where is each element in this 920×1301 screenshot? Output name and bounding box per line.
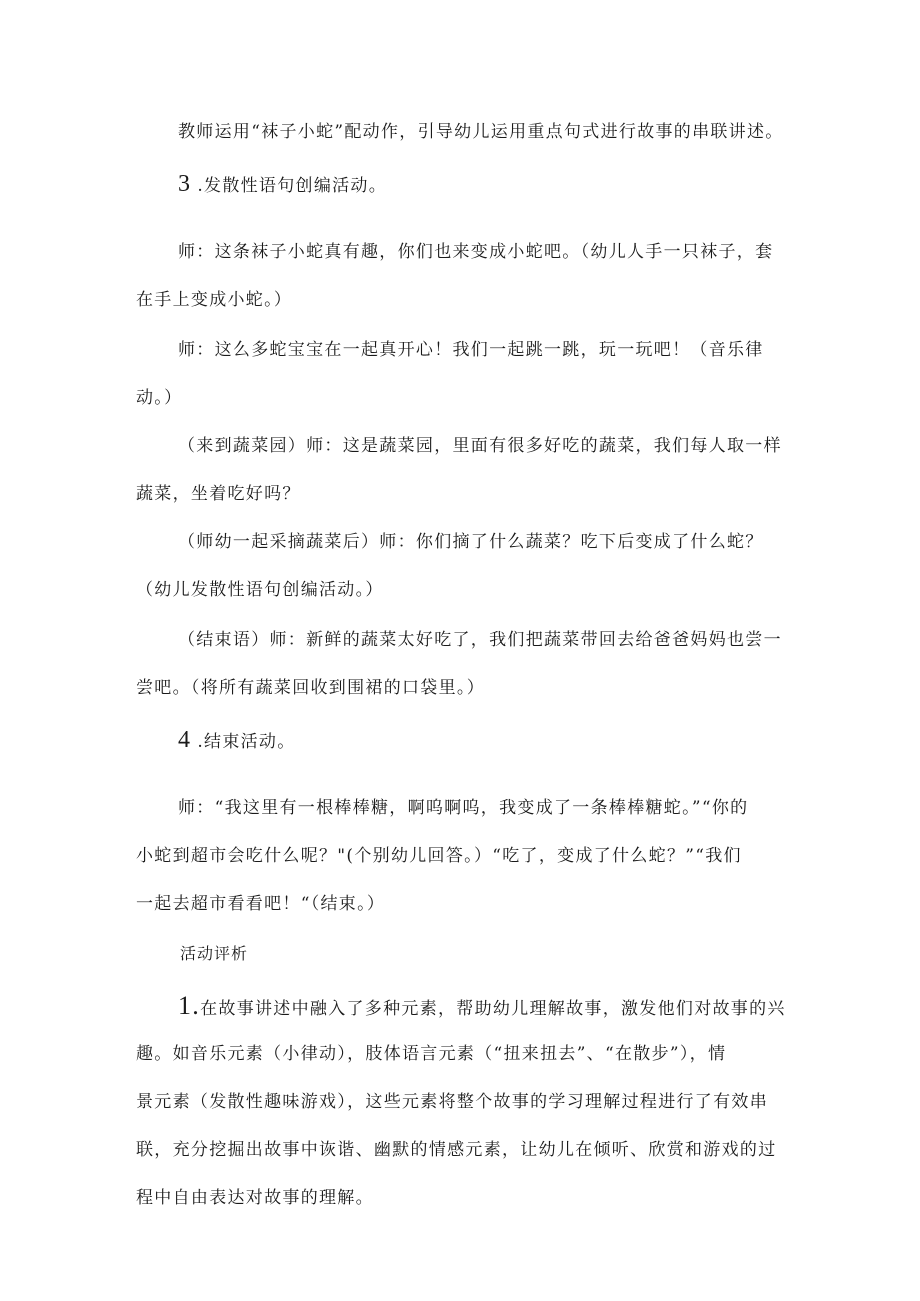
paragraph-line: 教师运用“袜子小蛇”配动作，引导幼儿运用重点句式进行故事的串联讲述。 xyxy=(178,122,784,142)
evaluation-heading: 活动评析 xyxy=(180,944,249,963)
section-title: .发散性语句创编活动。 xyxy=(197,176,388,196)
paragraph-line: 师：“我这里有一根棒棒糖，啊呜啊呜，我变成了一条棒棒糖蛇。”“你的 xyxy=(178,798,749,818)
paragraph-line: 动。） xyxy=(136,388,183,408)
paragraph-line: （幼儿发散性语句创编活动。） xyxy=(136,580,384,600)
paragraph-line: 在手上变成小蛇。） xyxy=(136,290,293,310)
item-number: 1. xyxy=(178,991,201,1020)
paragraph-line: 趣。如音乐元素（小律动），肢体语言元素（“扭来扭去”、“在散步”），情 xyxy=(136,1044,727,1064)
paragraph-line: 联，充分挖掘出故事中诙谐、幽默的情感元素，让幼儿在倾听、欣赏和游戏的过 xyxy=(136,1140,777,1160)
section-3-heading xyxy=(178,172,387,198)
section-number: 3 xyxy=(178,171,192,197)
evaluation-line xyxy=(178,991,786,1021)
paragraph-line: 一起去超市看看吧！“（结束。） xyxy=(136,894,386,914)
paragraph-line: 师：这么多蛇宝宝在一起真开心！我们一起跳一跳，玩一玩吧！（音乐律 xyxy=(178,340,764,360)
paragraph-line: （来到蔬菜园）师：这是蔬菜园，里面有很多好吃的蔬菜，我们每人取一样 xyxy=(178,436,782,456)
paragraph-line: （结束语）师：新鲜的蔬菜太好吃了，我们把蔬菜带回去给爸爸妈妈也尝一 xyxy=(178,630,782,650)
paragraph-line: （师幼一起采摘蔬菜后）师：你们摘了什么蔬菜？吃下后变成了什么蛇？ xyxy=(178,532,764,552)
section-number: 4 xyxy=(178,727,192,753)
paragraph-line: 尝吧。（将所有蔬菜回收到围裙的口袋里。） xyxy=(136,678,485,698)
paragraph-line: 景元素（发散性趣味游戏），这些元素将整个故事的学习理解过程进行了有效串 xyxy=(136,1092,768,1112)
section-4-heading xyxy=(178,728,296,754)
paragraph-line: 蔬菜，坐着吃好吗？ xyxy=(136,484,301,504)
paragraph-line: 程中自由表达对故事的理解。 xyxy=(136,1188,374,1208)
section-title: .结束活动。 xyxy=(197,732,296,752)
evaluation-text: 在故事讲述中融入了多种元素，帮助幼儿理解故事，激发他们对故事的兴 xyxy=(200,999,786,1019)
paragraph-line: 师：这条袜子小蛇真有趣，你们也来变成小蛇吧。（幼儿人手一只袜子，套 xyxy=(178,242,774,262)
paragraph-line: 小蛇到超市会吃什么呢？"(个别幼儿回答。）“吃了，变成了什么蛇？”“我们 xyxy=(136,846,742,866)
